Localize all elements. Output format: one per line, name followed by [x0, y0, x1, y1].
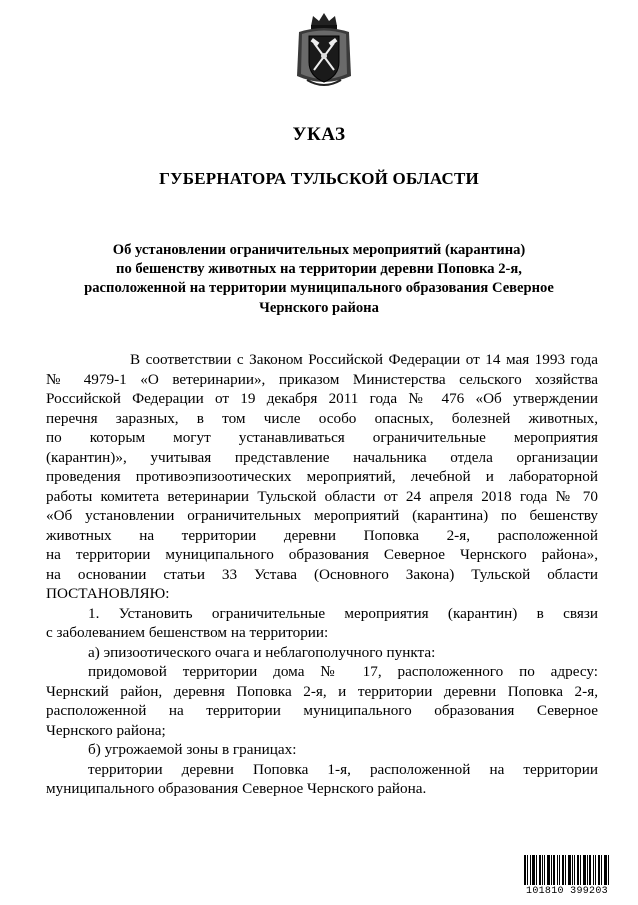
- body-line: муниципального образования Северное Чернского района.: [46, 780, 427, 797]
- body-line: В соответствии с Законом Российской Федерации от 14 мая 1993 года: [130, 351, 598, 368]
- subject-line: расположенной на территории муниципального образования Северное: [84, 280, 554, 297]
- body-line: работы комитета ветеринарии Тульской области от 24 апреля 2018 года № 70: [46, 487, 598, 505]
- barcode-number: 101810 399203: [526, 886, 608, 897]
- barcode-bars: [523, 855, 611, 885]
- body-line: по которым могут устанавливаться ограничительные мероприятия: [46, 429, 598, 446]
- document-title: УКАЗ: [292, 124, 346, 145]
- body-line: б) угрожаемой зоны в границах:: [88, 741, 297, 758]
- body-line: расположенной на территории муниципального образования Северное: [46, 702, 598, 719]
- body-line: на основании статьи 33 Устава (Основного Закона) Тульской области: [46, 565, 598, 583]
- body-line: животных на территории деревни Поповка 2-я, расположенной: [46, 526, 598, 544]
- document-issuer: ГУБЕРНАТОРА ТУЛЬСКОЙ ОБЛАСТИ: [159, 169, 479, 188]
- body-line: проведения противоэпизоотических мероприятий, лечебной и лабораторной: [46, 468, 598, 485]
- body-line: перечня заразных, в том числе особо опасных, болезней животных,: [46, 409, 598, 427]
- barcode: [523, 855, 611, 897]
- subject-line: Чернского района: [259, 299, 379, 316]
- decree-subject: [60, 241, 578, 318]
- subject-line: по бешенству животных на территории деревни Поповка 2-я,: [116, 261, 522, 278]
- decree-body: [46, 350, 598, 799]
- body-line: территории деревни Поповка 1-я, расположенной на территории: [88, 760, 598, 778]
- body-line: Чернский район, деревня Поповка 2-я, и территории деревни Поповка 2-я,: [46, 682, 598, 700]
- body-line: с заболеванием бешенством на территории:: [46, 624, 329, 641]
- body-line: № 4979-1 «О ветеринарии», приказом Министерства сельского хозяйства: [46, 370, 598, 388]
- body-line-decree-word: ПОСТАНОВЛЯЮ:: [46, 585, 170, 602]
- body-line: (карантин)», учитывая представление начальника отдела организации: [46, 448, 598, 466]
- body-line: а) эпизоотического очага и неблагополучного пункта:: [88, 643, 436, 661]
- body-line: Чернского района;: [46, 721, 166, 739]
- coat-of-arms-emblem: [293, 10, 355, 90]
- body-line: 1. Установить ограничительные мероприятия (карантин) в связи: [88, 604, 598, 622]
- subject-line: Об установлении ограничительных мероприятий (карантина): [112, 242, 526, 258]
- body-line: Российской Федерации от 19 декабря 2011 года № 476 «Об утверждении: [46, 390, 598, 407]
- body-line: на территории муниципального образования Северное Чернского района»,: [46, 546, 598, 563]
- body-line: «Об установлении ограничительных мероприятий (карантина) по бешенству: [46, 507, 598, 524]
- body-line: придомовой территории дома № 17, расположенного по адресу:: [88, 663, 598, 680]
